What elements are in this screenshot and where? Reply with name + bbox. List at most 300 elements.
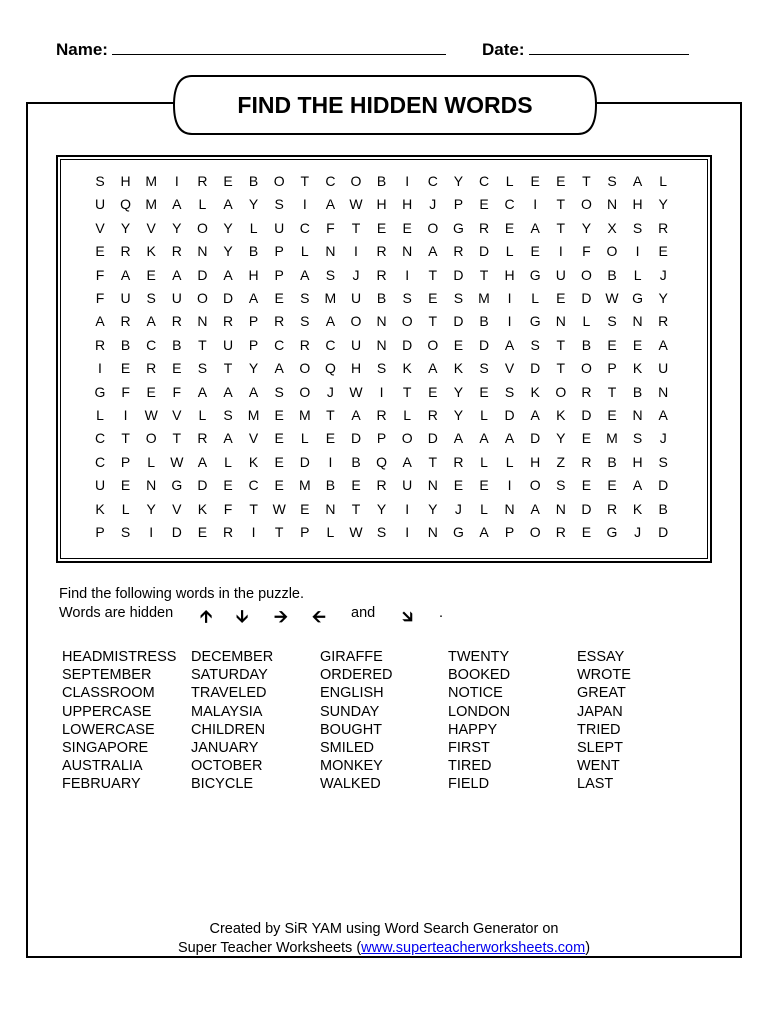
grid-letter: D [350, 430, 362, 447]
grid-letter: R [299, 336, 310, 353]
grid-letter: S [223, 407, 233, 423]
grid-letter: L [224, 453, 232, 470]
word-item: UPPERCASE [62, 703, 152, 720]
grid-letter: G [452, 219, 464, 236]
grid-letter: O [580, 266, 592, 283]
word-item: BICYCLE [191, 776, 254, 793]
grid-letter: B [248, 243, 259, 260]
word-item: GIRAFFE [320, 649, 383, 665]
word-item: ENGLISH [320, 685, 384, 702]
arrow-left-icon: 🡨 [312, 607, 326, 626]
grid-letter: R [197, 173, 208, 189]
grid-letter: I [558, 243, 563, 260]
grid-letter: W [349, 383, 363, 400]
grid-letter: I [123, 407, 128, 423]
grid-letter: E [274, 290, 284, 306]
grid-letter: S [274, 196, 284, 213]
grid-letter: I [149, 524, 154, 540]
grid-letter: O [427, 336, 439, 353]
grid-letter: O [555, 383, 567, 400]
footer-credit: Created by SiR YAM using Word Search Generator on [209, 921, 559, 937]
grid-letter: A [300, 266, 310, 283]
grid-letter: M [324, 290, 337, 306]
instruction-period: . [439, 605, 444, 621]
grid-letter: C [478, 173, 490, 189]
grid-letter: T [121, 430, 130, 447]
grid-letter: O [145, 430, 157, 447]
grid-letter: A [274, 360, 284, 377]
grid-letter: J [634, 524, 642, 540]
grid-letter: I [635, 243, 640, 260]
grid-letter: E [607, 336, 617, 353]
grid-letter: R [427, 407, 438, 423]
grid-letter: D [530, 430, 541, 447]
grid-letter: V [95, 219, 105, 236]
word-item: WENT [577, 758, 620, 775]
grid-letter: K [556, 407, 566, 423]
grid-letter: N [325, 500, 336, 517]
word-item: MONKEY [320, 758, 383, 775]
grid-letter: M [298, 477, 311, 494]
word-item: OCTOBER [191, 758, 263, 775]
grid-letter: Y [223, 243, 233, 260]
grid-letter: D [299, 453, 310, 470]
grid-letter: I [354, 243, 358, 260]
grid-letter: J [352, 266, 360, 283]
grid-letter: Y [146, 500, 156, 517]
grid-letter: C [248, 477, 259, 494]
grid-letter: A [223, 266, 233, 283]
grid-letter: V [172, 500, 182, 517]
word-column [191, 648, 273, 794]
grid-letter: A [120, 266, 131, 283]
grid-letter: I [302, 196, 307, 213]
grid-letter: B [632, 383, 643, 400]
grid-letter: A [223, 196, 233, 213]
word-item: GREAT [577, 685, 626, 702]
grid-letter: Y [428, 500, 438, 517]
grid-letter: A [351, 407, 361, 423]
grid-letter: Y [453, 383, 464, 400]
word-item: SUNDAY [320, 703, 380, 720]
grid-letter: B [607, 266, 617, 283]
grid-letter: A [632, 173, 643, 189]
grid-letter: L [326, 524, 335, 540]
grid-letter: U [274, 219, 285, 236]
grid-letter: F [326, 219, 335, 236]
grid-letter: L [198, 407, 207, 423]
grid-letter: R [120, 313, 131, 330]
grid-letter: K [146, 243, 156, 260]
grid-letter: R [453, 453, 464, 470]
grid-letter: N [632, 313, 643, 330]
grid-letter: D [427, 430, 438, 447]
grid-letter: N [504, 500, 515, 517]
grid-letter: U [222, 336, 234, 353]
grid-letter: S [402, 290, 412, 306]
grid-letter: N [402, 243, 413, 260]
grid-letter: T [274, 524, 284, 540]
grid-letter: P [300, 524, 310, 540]
grid-letter: L [121, 500, 130, 517]
grid-letter: E [479, 477, 489, 494]
grid-letter: K [632, 360, 643, 377]
grid-letter: A [504, 336, 515, 353]
grid-letter: W [144, 407, 158, 423]
word-item: NOTICE [448, 685, 503, 702]
grid-letter: C [504, 196, 515, 213]
grid-letter: O [350, 313, 362, 330]
arrow-diagonal-icon: 🡮 [402, 607, 413, 626]
word-column [62, 648, 176, 794]
grid-letter: T [556, 196, 566, 213]
grid-letter: D [581, 500, 592, 517]
grid-letter: J [659, 430, 667, 447]
grid-letter: B [581, 336, 592, 353]
grid-letter: D [530, 360, 541, 377]
grid-letter: R [581, 453, 592, 470]
footer-suffix: ) [585, 940, 591, 956]
grid-letter: R [478, 219, 490, 236]
grid-letter: L [582, 313, 591, 330]
grid-letter: S [376, 524, 387, 540]
grid-letter: N [376, 313, 387, 330]
grid-letter: A [248, 290, 259, 306]
grid-letter: D [658, 524, 669, 540]
grid-letter: W [170, 453, 184, 470]
grid-letter: Y [453, 173, 464, 189]
word-item: TRAVELED [191, 685, 267, 702]
grid-letter: W [605, 290, 619, 306]
grid-letter: E [146, 383, 156, 400]
grid-letter: J [429, 196, 437, 213]
word-item: BOOKED [448, 667, 511, 684]
grid-letter: B [248, 173, 259, 189]
word-item: LOWERCASE [62, 721, 155, 738]
grid-letter: A [530, 500, 540, 517]
grid-letter: E [479, 383, 489, 400]
word-item: MALAYSIA [191, 703, 263, 720]
grid-letter: M [247, 407, 260, 423]
instruction-and: and [351, 605, 376, 621]
grid-letter: E [197, 524, 208, 540]
grid-letter: E [632, 336, 643, 353]
word-item: CLASSROOM [62, 685, 155, 702]
grid-letter: A [530, 407, 540, 423]
grid-letter: L [147, 453, 156, 470]
grid-letter: L [300, 243, 309, 260]
grid-letter: B [376, 173, 387, 189]
grid-letter: G [632, 290, 644, 306]
grid-letter: T [428, 313, 438, 330]
grid-letter: E [658, 243, 668, 260]
word-item: SATURDAY [191, 667, 268, 684]
grid-letter: T [556, 336, 566, 353]
word-item: SMILED [320, 739, 374, 756]
grid-letter: C [325, 336, 336, 353]
grid-letter: R [146, 360, 157, 377]
grid-letter: E [556, 173, 566, 189]
word-item: LONDON [448, 703, 511, 720]
grid-letter: Q [324, 360, 336, 377]
grid-letter: O [196, 219, 208, 236]
word-item: TWENTY [448, 649, 510, 665]
grid-letter: U [350, 290, 362, 306]
grid-letter: O [196, 290, 208, 306]
grid-letter: A [197, 453, 208, 470]
grid-letter: M [478, 290, 490, 306]
grid-letter: T [198, 336, 207, 353]
grid-letter: B [376, 290, 387, 306]
word-column [448, 648, 510, 794]
grid-letter: A [428, 360, 438, 377]
grid-letter: R [171, 243, 182, 260]
grid-letter: E [581, 477, 592, 494]
grid-letter: Q [376, 453, 388, 470]
grid-letter: D [478, 243, 490, 260]
grid-letter: S [95, 173, 105, 189]
word-item: FEBRUARY [62, 776, 141, 793]
grid-letter: J [326, 383, 334, 400]
word-item: TRIED [577, 721, 621, 738]
grid-letter: N [632, 407, 643, 423]
grid-letter: E [453, 336, 464, 353]
grid-letter: Y [453, 407, 464, 423]
grid-letter: B [172, 336, 182, 353]
grid-letter: Y [376, 500, 387, 517]
grid-letter: H [632, 196, 643, 213]
grid-letter: E [274, 453, 284, 470]
grid-letter: E [556, 290, 566, 306]
grid-letter: C [299, 219, 310, 236]
grid-letter: S [325, 266, 336, 283]
word-item: TIRED [448, 758, 492, 775]
grid-letter: N [376, 336, 387, 353]
grid-letter: Y [248, 360, 259, 377]
grid-letter: F [121, 383, 130, 400]
grid-letter: E [120, 360, 131, 377]
grid-letter: K [197, 500, 208, 517]
grid-letter: A [223, 383, 233, 400]
grid-letter: P [120, 453, 131, 470]
grid-letter: M [606, 430, 618, 447]
grid-letter: E [325, 430, 336, 447]
grid-letter: M [298, 407, 311, 423]
grid-letter: A [453, 430, 464, 447]
grid-letter: I [328, 453, 333, 470]
grid-letter: A [146, 313, 156, 330]
grid-letter: E [479, 196, 489, 213]
word-item: HAPPY [448, 721, 498, 738]
grid-letter: Q [120, 196, 132, 213]
grid-letter: N [606, 196, 618, 213]
footer-source [0, 940, 768, 956]
date-field [482, 40, 689, 60]
grid-letter: T [326, 407, 335, 423]
grid-letter: Y [658, 196, 668, 213]
name-line [112, 40, 446, 55]
grid-letter: I [507, 477, 512, 494]
word-item: SINGAPORE [62, 739, 149, 756]
grid-letter: F [172, 383, 182, 400]
grid-letter: L [96, 407, 104, 423]
word-item: WALKED [320, 776, 381, 793]
grid-letter: S [146, 290, 156, 306]
grid-letter: K [530, 383, 540, 400]
grid-letter: F [582, 243, 591, 260]
footer-link[interactable]: www.superteacherworksheets.com [361, 940, 586, 956]
grid-letter: O [401, 313, 413, 330]
grid-letter: D [478, 336, 490, 353]
grid-letter: V [172, 407, 182, 423]
grid-letter: T [428, 453, 438, 470]
grid-letter: O [299, 360, 311, 377]
grid-letter: R [658, 219, 669, 236]
grid-letter: N [555, 500, 566, 517]
grid-letter: R [376, 477, 387, 494]
grid-letter: L [249, 219, 258, 236]
grid-letter: I [405, 500, 410, 517]
grid-letter: H [504, 266, 515, 283]
grid-letter: G [529, 266, 541, 283]
grid-letter: H [376, 196, 387, 213]
grid-letter: F [95, 290, 105, 306]
grid-letter: E [274, 477, 284, 494]
grid-letter: T [428, 266, 438, 283]
grid-letter: H [530, 453, 541, 470]
grid-letter: K [95, 500, 105, 517]
grid-letter: D [581, 290, 592, 306]
grid-letter: P [504, 524, 515, 540]
grid-letter: O [401, 430, 413, 447]
title-banner [170, 73, 600, 137]
grid-letter: S [197, 360, 208, 377]
grid-letter: L [659, 173, 668, 189]
grid-letter: S [607, 313, 617, 330]
grid-letter: N [555, 313, 566, 330]
grid-letter: I [533, 196, 538, 213]
grid-letter: E [607, 407, 617, 423]
grid-letter: B [607, 453, 617, 470]
grid-letter: I [507, 290, 512, 306]
grid-letter: D [581, 407, 592, 423]
grid-letter: E [95, 243, 105, 260]
date-label: Date: [482, 40, 525, 59]
grid-letter: K [402, 360, 412, 377]
grid-letter: I [405, 524, 410, 540]
grid-letter: S [632, 219, 643, 236]
grid-letter: E [172, 360, 182, 377]
grid-letter: M [145, 196, 158, 213]
grid-letter: E [351, 477, 361, 494]
grid-letter: U [94, 196, 106, 213]
word-item: HEADMISTRESS [62, 649, 177, 665]
grid-letter: E [530, 243, 540, 260]
grid-letter: D [658, 477, 669, 494]
grid-letter: W [272, 500, 286, 517]
grid-letter: L [505, 243, 514, 260]
word-column [320, 648, 393, 794]
footer-prefix: Super Teacher Worksheets ( [177, 940, 362, 956]
grid-letter: R [453, 243, 464, 260]
grid-letter: W [349, 524, 363, 540]
grid-letter: L [531, 290, 540, 306]
grid-letter: R [94, 336, 106, 353]
word-item: LAST [577, 776, 614, 793]
grid-letter: R [581, 383, 592, 400]
grid-letter: I [405, 266, 410, 283]
grid-letter: D [504, 407, 515, 423]
grid-letter: T [172, 430, 182, 447]
grid-letter: O [529, 524, 541, 540]
grid-letter: F [223, 500, 233, 517]
grid-letter: T [249, 500, 258, 517]
grid-letter: R [222, 313, 234, 330]
grid-letter: S [300, 290, 310, 306]
grid-letter: A [95, 313, 105, 330]
grid-letter: H [248, 266, 259, 283]
grid-letter: J [659, 266, 667, 283]
grid-letter: A [325, 313, 336, 330]
grid-letter: A [632, 477, 643, 494]
grid-letter: D [453, 313, 464, 330]
grid-letter: A [479, 524, 489, 540]
grid-letter: O [529, 477, 541, 494]
grid-letter: O [273, 173, 285, 189]
grid-letter: F [95, 266, 105, 283]
grid-letter: T [556, 360, 566, 377]
grid-letter: C [146, 336, 157, 353]
grid-letter: N [197, 313, 208, 330]
grid-letter: L [480, 500, 488, 517]
grid-letter: C [94, 453, 106, 470]
grid-letter: D [171, 524, 182, 540]
arrow-up-icon: 🡩 [200, 607, 213, 626]
grid-letter: K [248, 453, 259, 470]
word-item: JANUARY [191, 739, 259, 756]
grid-letter: N [658, 383, 669, 400]
grid-letter: O [350, 173, 362, 189]
word-item: FIRST [448, 739, 490, 756]
grid-letter: A [402, 453, 412, 470]
grid-letter: P [274, 266, 284, 283]
word-item: DECEMBER [191, 649, 274, 665]
grid-letter: P [453, 196, 464, 213]
grid-letter: N [427, 477, 438, 494]
grid-letter: S [120, 524, 131, 540]
grid-letter: G [171, 477, 183, 494]
grid-letter: E [120, 477, 131, 494]
grid-letter: S [607, 173, 617, 189]
grid-letter: E [274, 407, 284, 423]
grid-letter: D [453, 266, 464, 283]
grid-letter: P [248, 336, 259, 353]
grid-letter: R [197, 430, 208, 447]
grid-letter: N [427, 524, 438, 540]
grid-letter: A [325, 196, 336, 213]
grid-letter: S [530, 336, 540, 353]
grid-letter: N [197, 243, 208, 260]
grid-letter: E [428, 290, 438, 306]
word-item: AUSTRALIA [62, 758, 143, 775]
grid-letter: B [120, 336, 131, 353]
grid-letter: X [607, 219, 617, 236]
grid-letter: K [632, 500, 643, 517]
grid-letter: E [402, 219, 412, 236]
grid-letter: N [146, 477, 157, 494]
grid-letter: T [351, 500, 361, 517]
grid-letter: D [197, 477, 208, 494]
